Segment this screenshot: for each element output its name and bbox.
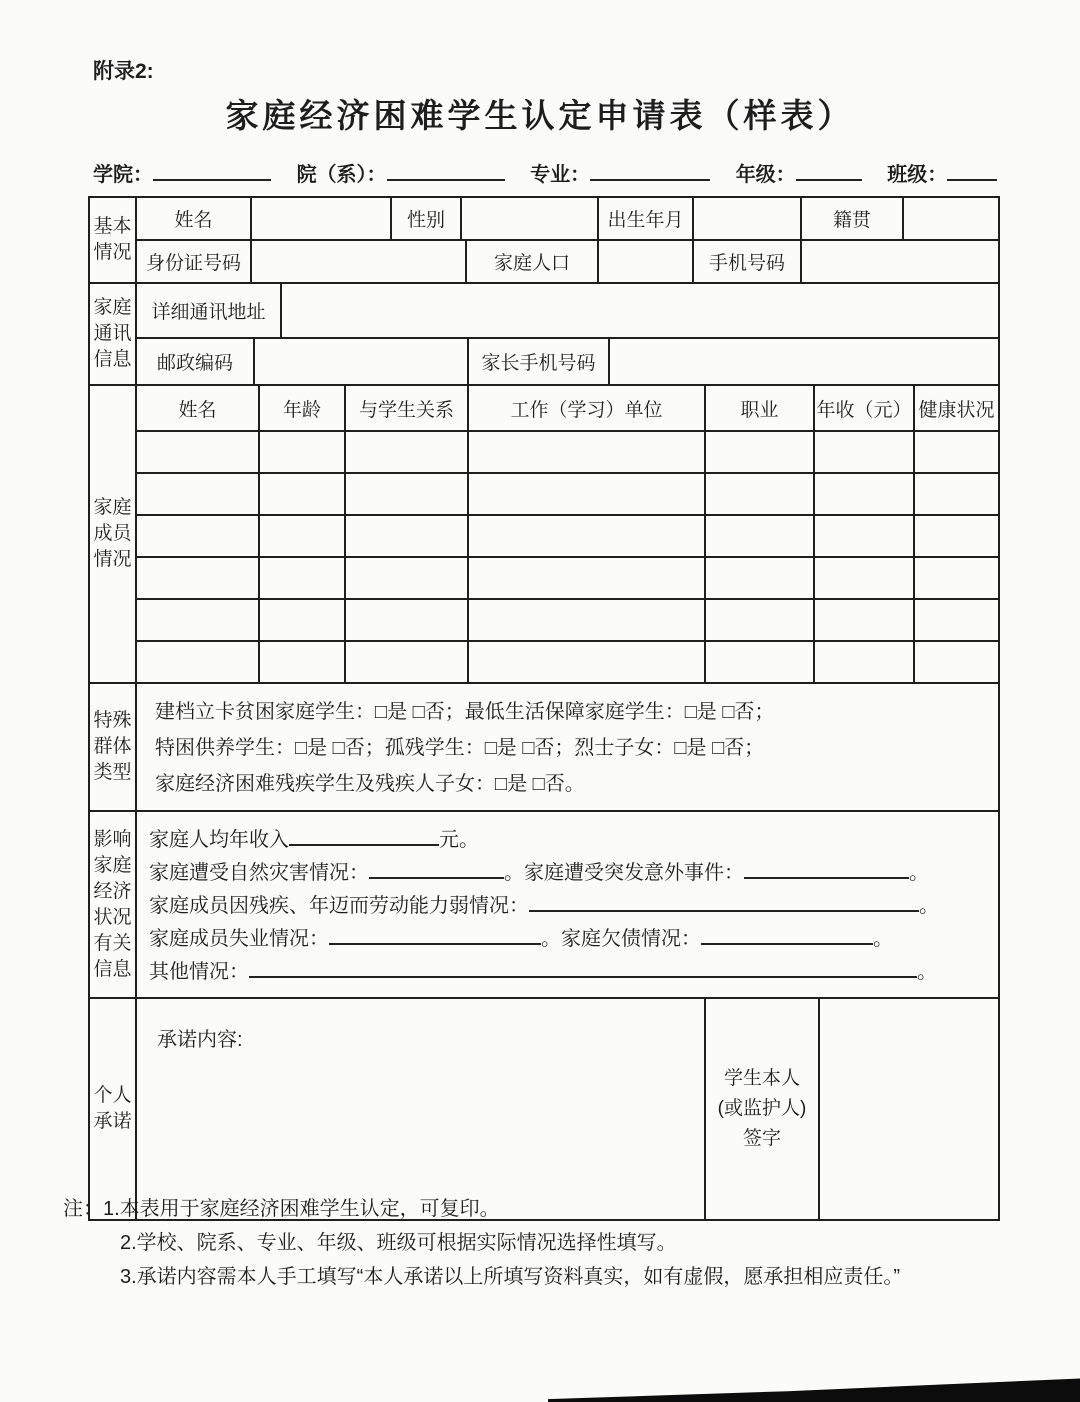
member-empty-cell [260,600,346,640]
member-empty-cell [469,600,706,640]
address-label: 详细通讯地址 [137,284,282,337]
commitment-content-cell [137,999,706,1219]
section-label-basic: 基本情况 [90,198,137,282]
accident-blank [744,862,909,879]
member-col-age: 年龄 [260,386,346,430]
mobile-label: 手机号码 [694,241,802,282]
grade-blank [796,164,862,181]
section-economic-info [90,812,998,999]
class-label: 班级： [887,164,948,186]
section-label-contact: 家庭通讯信息 [90,284,137,384]
member-col-relation: 与学生关系 [346,386,469,430]
department-label: 院（系）： [296,164,387,186]
basic-row-1 [137,198,998,241]
member-empty-cell [815,432,915,472]
commitment-content-label: 承诺内容: [157,1029,243,1051]
member-empty-cell [706,558,815,598]
footnotes [63,1192,1023,1294]
commitment-row [137,999,998,1219]
major-field [530,164,710,186]
name-label: 姓名 [137,198,252,239]
member-empty-cell [915,642,998,682]
member-empty-cell [137,558,260,598]
member-empty-cell [346,642,469,682]
member-empty-cell [915,516,998,556]
member-empty-cell [706,432,815,472]
contact-row-2 [137,339,998,384]
disability-blank [529,895,919,912]
mobile-value-cell [802,241,998,282]
member-empty-cell [815,474,915,514]
section-family-contact [90,284,998,386]
parent-mobile-value-cell [610,339,998,384]
college-field [93,164,271,186]
gender-value-cell [462,198,599,239]
section-label-members: 家庭成员情况 [90,386,137,682]
section-basic-info [90,198,998,284]
member-empty-cell [260,432,346,472]
member-header-row [137,386,998,432]
department-blank [387,164,505,181]
disaster-blank [369,862,504,879]
member-empty-cell [137,516,260,556]
basic-row-2 [137,241,998,282]
note-line-1: 注： 1.本表用于家庭经济困难学生认定，可复印。 [63,1192,1023,1226]
econ-line-income: 家庭人均年收入 元。 [149,829,479,851]
unemployment-blank [329,928,541,945]
grade-field [736,164,862,186]
special-groups-text [137,684,998,810]
member-col-income: 年收（元） [815,386,915,430]
member-empty-cell [706,474,815,514]
member-empty-cell [137,600,260,640]
member-empty-cell [137,642,260,682]
other-blank [249,961,917,978]
member-row [137,432,998,474]
family-size-value-cell [599,241,694,282]
grade-label: 年级： [735,164,796,186]
income-blank [289,829,439,846]
section-label-commitment: 个人承诺 [90,999,137,1219]
member-table [137,386,998,682]
birth-value-cell [694,198,802,239]
member-empty-cell [260,558,346,598]
address-value-cell [282,284,998,337]
signature-value-cell [820,999,998,1219]
member-empty-cell [915,558,998,598]
member-empty-cell [260,642,346,682]
note-line-3: 3.承诺内容需本人手工填写“本人承诺以上所填写资料真实，如有虚假，愿承担相应责任。” [120,1266,900,1288]
member-empty-cell [137,474,260,514]
special-line-1: 建档立卡贫困家庭学生：□是 □否；最低生活保障家庭学生：□是 □否； [155,701,775,723]
member-row [137,558,998,600]
member-empty-cell [706,600,815,640]
special-line-3: 家庭经济困难残疾学生及残疾人子女：□是 □否。 [155,773,585,795]
major-blank [590,164,710,181]
member-col-name: 姓名 [137,386,260,430]
parent-mobile-label: 家长手机号码 [469,339,610,384]
member-empty-cell [815,558,915,598]
debt-blank [701,928,873,945]
member-empty-cell [469,558,706,598]
member-empty-cell [469,642,706,682]
origin-value-cell [904,198,998,239]
member-empty-cell [137,432,260,472]
section-personal-commitment [90,999,998,1219]
section-family-members [90,386,998,684]
member-empty-cell [706,642,815,682]
class-field [887,164,997,186]
member-row [137,516,998,558]
member-row [137,642,998,682]
application-table [88,196,1000,1221]
member-empty-cell [915,474,998,514]
member-empty-cell [346,558,469,598]
note-line-2: 2.学校、院系、专业、年级、班级可根据实际情况选择性填写。 [120,1232,677,1254]
econ-line-disability: 家庭成员因残疾、年迈而劳动能力弱情况： 。 [149,895,939,917]
econ-line-other: 其他情况： 。 [149,961,937,983]
postcode-value-cell [255,339,469,384]
member-empty-cell [346,600,469,640]
id-number-value-cell [252,241,467,282]
birth-label: 出生年月 [599,198,694,239]
postcode-label: 邮政编码 [137,339,255,384]
econ-line-disaster: 家庭遭受自然灾害情况： 。家庭遭受突发意外事件： 。 [149,862,929,884]
member-col-workunit: 工作（学习）单位 [469,386,706,430]
member-empty-cell [815,516,915,556]
member-empty-cell [469,516,706,556]
scanner-artifact [548,1378,1080,1402]
member-empty-cell [346,474,469,514]
econ-line-unemployment: 家庭成员失业情况： 。家庭欠债情况： 。 [149,928,893,950]
signature-label-cell: 学生本人 (或监护人) 签字 [706,999,820,1219]
member-empty-cell [346,516,469,556]
member-empty-cell [915,600,998,640]
gender-label: 性别 [392,198,462,239]
member-empty-cell [260,474,346,514]
member-empty-cell [815,600,915,640]
member-empty-cell [469,474,706,514]
special-line-2: 特困供养学生：□是 □否；孤残学生：□是 □否；烈士子女：□是 □否； [155,737,765,759]
economic-text [137,812,998,997]
member-col-occupation: 职业 [706,386,815,430]
class-blank [947,164,997,181]
member-empty-cell [915,432,998,472]
id-number-label: 身份证号码 [137,241,252,282]
section-label-special: 特殊群体类型 [90,684,137,810]
origin-label: 籍贯 [802,198,904,239]
major-label: 专业： [530,164,591,186]
college-blank [153,164,271,181]
member-empty-cell [815,642,915,682]
form-title: 家庭经济困难学生认定申请表（样表） [225,97,855,134]
member-row [137,474,998,516]
section-label-economic: 影响家庭经济状况有关信息 [90,812,137,997]
header-fields [93,158,993,187]
section-special-groups [90,684,998,812]
member-col-health: 健康状况 [918,399,995,421]
member-empty-cell [260,516,346,556]
member-row [137,600,998,642]
member-empty-cell [469,432,706,472]
appendix-label: 附录2: [93,60,154,83]
department-field [297,164,505,186]
note-prefix: 注： [63,1198,103,1220]
family-size-label: 家庭人口 [467,241,599,282]
member-empty-cell [706,516,815,556]
college-label: 学院： [93,164,153,186]
member-empty-cell [346,432,469,472]
name-value-cell [252,198,392,239]
contact-row-1 [137,284,998,339]
